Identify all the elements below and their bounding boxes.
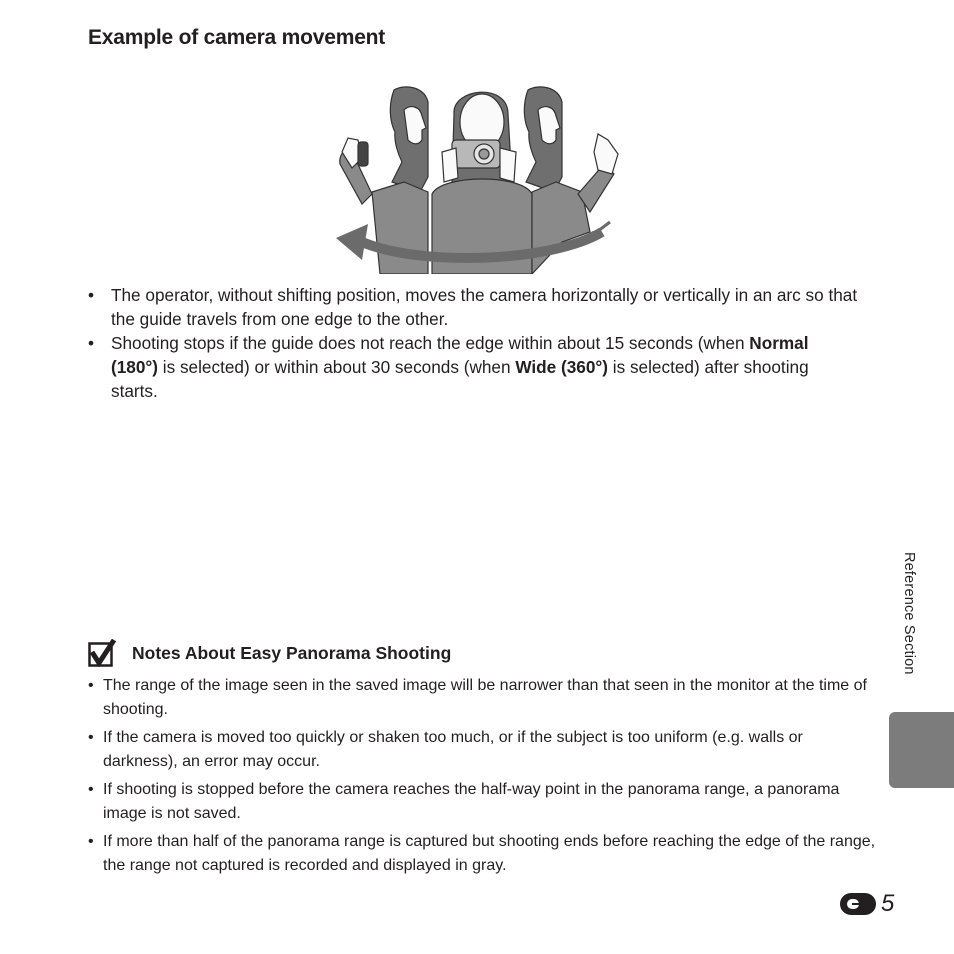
bullet-mark: • — [88, 781, 94, 798]
list-item — [88, 778, 878, 826]
note-text: If the camera is moved too quickly or shaken too much, or if the subject is too uniform (e.g. walls or darkness), an error may occur. — [103, 729, 803, 770]
section-tab — [889, 712, 954, 788]
bullet-mark: • — [88, 285, 95, 305]
bullet-text: is selected) after shooting starts. — [111, 357, 809, 401]
list-item — [88, 331, 858, 403]
section-heading: Example of camera movement — [88, 26, 386, 49]
list-item — [88, 830, 878, 878]
bullet-mark: • — [88, 333, 95, 353]
bullet-text: is selected) or within about 30 seconds (when — [158, 357, 516, 377]
page-number-digit: 5 — [881, 890, 895, 917]
notes-section — [88, 636, 878, 882]
bullet-text: Shooting stops if the guide does not reach the edge within about 15 seconds (when — [111, 333, 750, 353]
list-item — [88, 283, 858, 331]
notes-list — [88, 674, 878, 878]
bullet-mark: • — [88, 729, 94, 746]
list-item — [88, 726, 878, 774]
side-section-label: Reference Section — [901, 552, 917, 675]
center-operator-figure — [432, 92, 532, 274]
notes-title: Notes About Easy Panorama Shooting — [132, 642, 452, 663]
page-number — [838, 890, 894, 918]
camera-movement-illustration — [332, 82, 622, 274]
e-section-icon — [838, 890, 880, 918]
check-icon — [88, 639, 116, 667]
note-text: If shooting is stopped before the camera reaches the half-way point in the panorama range, a panorama image is not saved. — [103, 781, 840, 822]
wide-mode-term: Wide (360°) — [515, 357, 608, 377]
notes-header — [88, 636, 878, 670]
bullet-mark: • — [88, 833, 94, 850]
bullet-mark: • — [88, 677, 94, 694]
bullet-text: The operator, without shifting position, moves the camera horizontally or vertically in an arc so that the guide travels from one edge to the other. — [111, 285, 858, 329]
normal-mode-term: Normal (180°) — [111, 333, 809, 377]
camera-movement-bullets — [88, 283, 858, 403]
list-item — [88, 674, 878, 722]
note-text: If more than half of the panorama range is captured but shooting ends before reaching the edge of the range, the range not captured is recorded and displayed in gray. — [103, 833, 876, 874]
note-text: The range of the image seen in the saved image will be narrower than that seen in the monitor at the time of shooting. — [103, 677, 867, 718]
